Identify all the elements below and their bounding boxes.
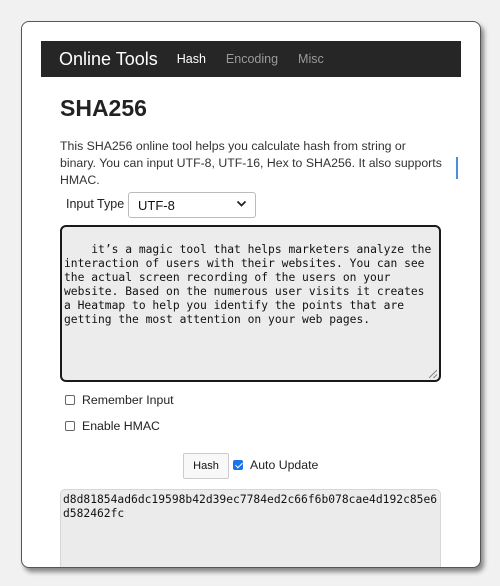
hash-output[interactable] (60, 489, 441, 568)
input-type-label: Input Type (66, 197, 125, 211)
enable-hmac-label: Enable HMAC (82, 419, 160, 433)
enable-hmac-checkbox[interactable] (65, 421, 75, 431)
input-text: it’s a magic tool that helps marketers analyze the interaction of users with their websites. You can see the actual screen recording of the users on your website. Based on the numerous user visits it creates a Heatmap to help you identify the points that are getting the most attention on your web pages. (64, 243, 439, 326)
top-navbar (41, 41, 461, 77)
resize-handle-icon[interactable] (429, 370, 437, 378)
input-textarea[interactable] (60, 225, 441, 382)
hash-button[interactable]: Hash (183, 453, 229, 479)
browser-frame (21, 21, 481, 568)
nav-link-encoding[interactable]: Encoding (225, 52, 279, 66)
auto-update-option[interactable] (233, 458, 318, 472)
enable-hmac-option[interactable] (65, 419, 160, 433)
remember-input-label: Remember Input (82, 393, 174, 407)
chevron-down-icon (236, 198, 247, 212)
nav-link-hash[interactable]: Hash (176, 52, 206, 66)
auto-update-label: Auto Update (250, 458, 319, 472)
brand-logo[interactable]: Online Tools (59, 48, 158, 69)
text-cursor-marker (456, 157, 458, 179)
input-type-selected-value: UTF-8 (138, 197, 175, 213)
nav-link-misc[interactable]: Misc (298, 52, 324, 66)
page-description: This SHA256 online tool helps you calculate hash from string or binary. You can input UTF-8, UTF-16, Hex to SHA256. It also supports HMAC. (60, 139, 442, 187)
input-type-select[interactable] (128, 192, 256, 218)
hash-output-text: d8d81854ad6dc19598b42d39ec7784ed2c66f6b078cae4d192c85e6d582462fc (63, 493, 438, 520)
auto-update-checkbox[interactable] (233, 460, 243, 470)
remember-input-checkbox[interactable] (65, 395, 75, 405)
remember-input-option[interactable] (65, 393, 174, 407)
page-title: SHA256 (60, 95, 147, 121)
